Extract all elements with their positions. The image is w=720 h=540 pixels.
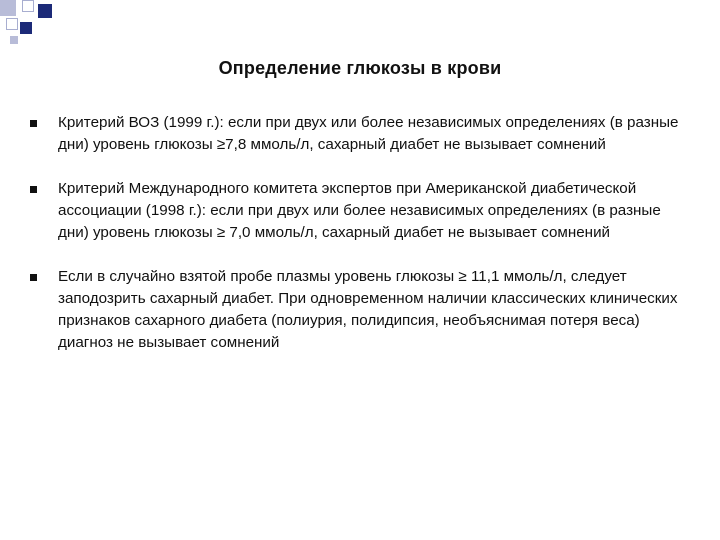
slide-title: Определение глюкозы в крови (218, 58, 502, 78)
bullet-text: Если в случайно взятой пробе плазмы уровень глюкозы ≥ 11,1 ммоль/л, следует заподозрить сахарный диабет. При одновременном наличии классических клинических признаков сахарного диабета (полиурия, полидипсия, необъяснимая потеря веса) диагноз не вызывает сомнений (58, 268, 678, 351)
square-bullet-icon (30, 120, 37, 127)
bullet-text: Критерий Международного комитета экспертов при Американской диабетической ассоциации (1998 г.): если при двух или более независимых определениях (в разные дни) уровень глюкозы ≥ 7,0 ммоль/л, сахарный диабет не вызывает сомнений (58, 180, 661, 241)
decor-square (10, 36, 18, 44)
decor-square (0, 0, 16, 16)
bullet-text: Критерий ВОЗ (1999 г.): если при двух или более независимых определениях (в разные дни) уровень глюкозы ≥7,8 ммоль/л, сахарный диабет не вызывает сомнений (58, 114, 679, 153)
decor-square (22, 0, 34, 12)
bullet-item (0, 178, 720, 244)
decor-square (38, 4, 52, 18)
decor-square (20, 22, 32, 34)
bullet-list (0, 112, 720, 354)
decor-square (6, 18, 18, 30)
bullet-item (0, 266, 720, 354)
bullet-item (0, 112, 720, 156)
square-bullet-icon (30, 274, 37, 281)
square-bullet-icon (30, 186, 37, 193)
